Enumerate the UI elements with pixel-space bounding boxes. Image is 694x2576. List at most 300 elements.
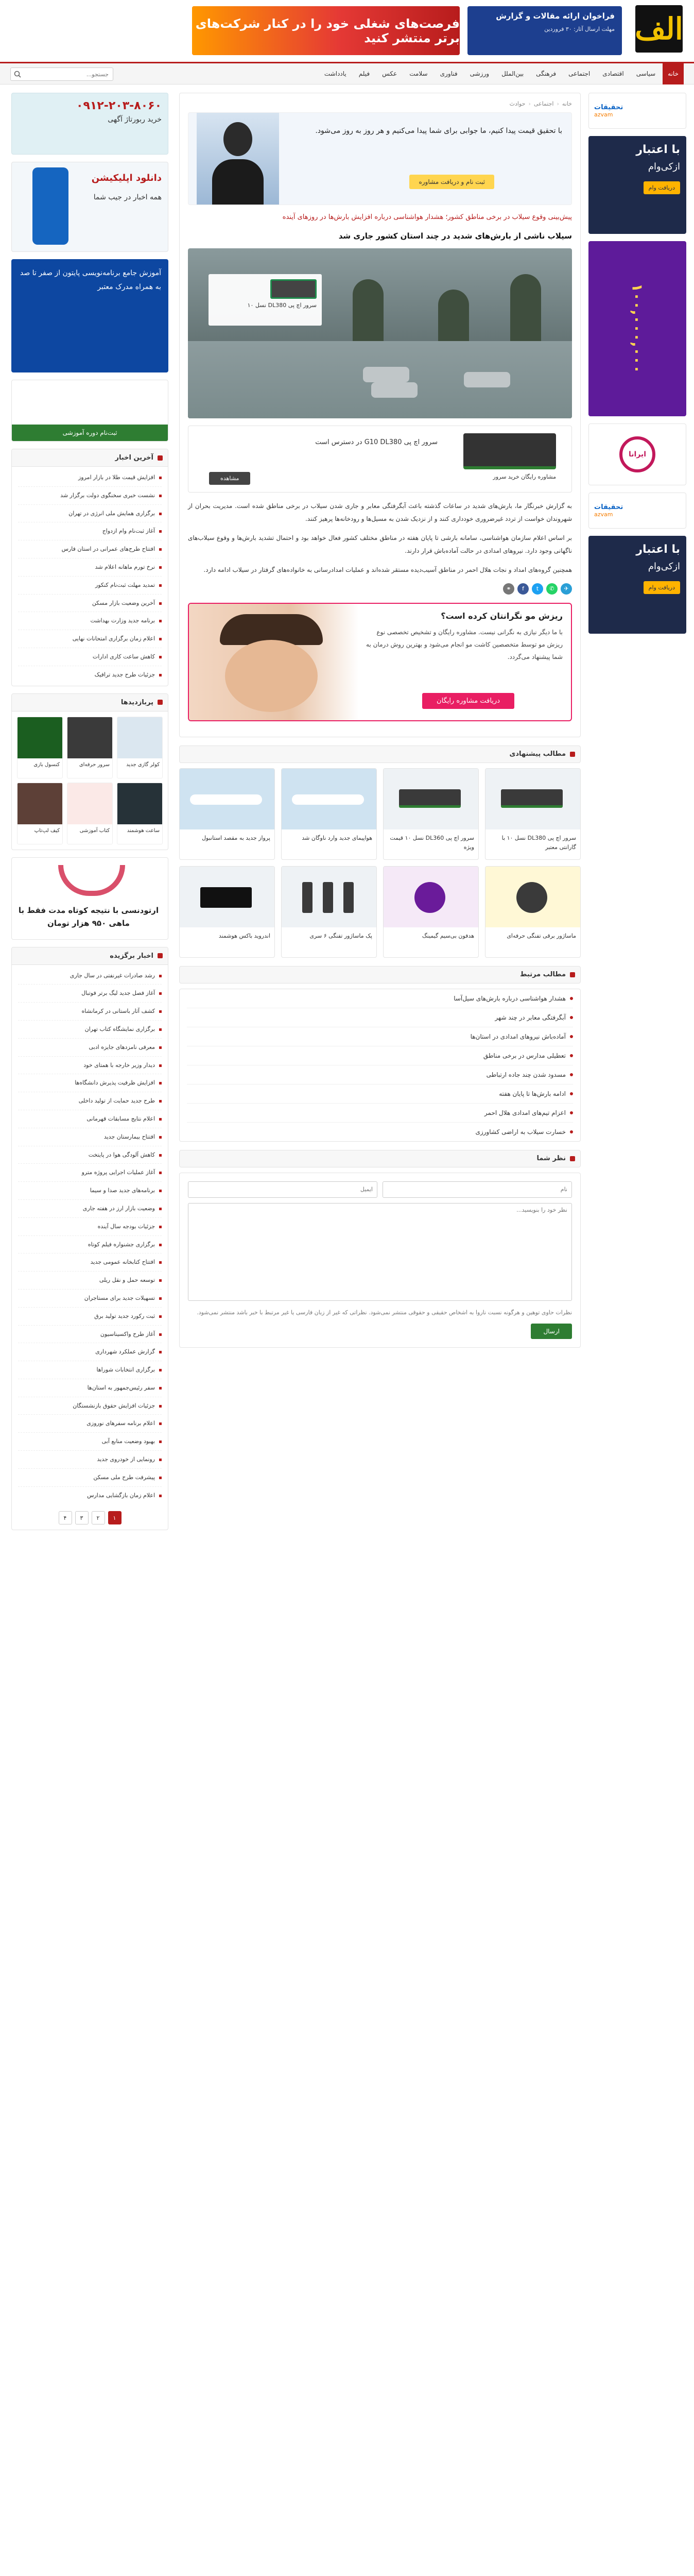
related-card[interactable] — [383, 866, 479, 958]
bullet-icon — [159, 513, 162, 515]
page-button[interactable]: ۲ — [92, 1511, 105, 1524]
site-header — [0, 0, 694, 62]
nav-item[interactable]: اقتصادی — [602, 70, 624, 77]
breadcrumb-item[interactable]: خانه — [562, 100, 572, 107]
section-marker-icon — [570, 752, 575, 757]
article-paragraph: به گزارش خبرنگار ما، بارش‌های شدید در ساعات گذشته باعث آبگرفتگی معابر و جاری شدن سیلاب در برخی مناطق شده است. مدیریت بحران از شهروندان خواست از تردد غیرضروری خودداری کنند و از نزدیک شدن به مسیل‌ها و رودخانه‌ها پرهیز کنند. — [188, 502, 572, 522]
news-item[interactable] — [18, 540, 162, 558]
chevron-left-icon: ‹ — [528, 100, 531, 107]
mini-card[interactable] — [67, 783, 113, 844]
comment-name-field[interactable] — [383, 1181, 572, 1198]
bullet-icon — [570, 1073, 573, 1076]
photo-overlay-text: سرور اچ پی DL380 نسل ۱۰ — [247, 301, 317, 309]
article-title: سیلاب ناشی از بارش‌های شدید در چند استان کشور جاری شد — [338, 231, 572, 241]
news-item[interactable] — [18, 630, 162, 648]
news-text: آغاز عملیات اجرایی پروژه مترو — [81, 1169, 155, 1176]
ad-purple-amount: ۱۰۰,۰۰۰,۰۰۰ — [629, 283, 646, 374]
photo-car — [371, 382, 418, 398]
mini-card-image — [117, 717, 162, 758]
news-text: اعلام نتایج مسابقات قهرمانی — [86, 1115, 155, 1122]
news-item[interactable] — [18, 666, 162, 684]
news-text: افتتاح بیمارستان جدید — [103, 1133, 155, 1140]
comment-submit-button[interactable]: ارسال — [531, 1324, 572, 1339]
news-item[interactable] — [18, 1290, 162, 1308]
news-item[interactable] — [18, 648, 162, 666]
ad-phone-name: خرید ربورتاژ آگهی — [108, 115, 162, 124]
inline-ad-text: با تحقیق قیمت پیدا کنیم، ما جوابی برای شما پیدا می‌کنیم و هر روز به روز می‌شود. — [315, 127, 562, 135]
server-image — [463, 433, 556, 469]
news-item[interactable] — [18, 1379, 162, 1397]
article-lead: پیش‌بینی وقوع سیلاب در برخی مناطق کشور؛ هشدار هواشناسی درباره افزایش بارش‌ها در روزهای آینده — [282, 213, 572, 221]
mini-card-caption: کتاب آموزشی — [79, 827, 110, 834]
mini-card-caption: کنسول بازی — [33, 761, 60, 768]
header-ad-blue-sub: مهلت ارسال آثار: ۳۰ فروردین — [544, 26, 615, 32]
news-item[interactable] — [18, 1343, 162, 1361]
ad-purple[interactable] — [588, 241, 686, 416]
section-marker-icon — [570, 972, 575, 977]
news-text: آخرین وضعیت بازار مسکن — [92, 599, 155, 606]
bullet-icon — [159, 674, 162, 676]
news-item[interactable] — [18, 967, 162, 985]
ad-iran-logo: ایرانا — [619, 436, 655, 472]
inline-ad-button[interactable]: ثبت نام و دریافت مشاوره — [409, 175, 494, 189]
news-item[interactable] — [18, 1218, 162, 1236]
telegram-icon[interactable]: ✈ — [561, 583, 572, 595]
news-text: کاهش آلودگی هوا در پایتخت — [88, 1151, 155, 1158]
bullet-icon — [570, 1016, 573, 1019]
server-image — [399, 789, 461, 808]
news-text: تمدید مهلت ثبت‌نام کنکور — [95, 581, 155, 588]
ad-course-blue[interactable] — [11, 259, 168, 372]
news-text: رونمایی از خودروی جدید — [97, 1456, 155, 1463]
news-item[interactable] — [18, 1451, 162, 1469]
related-text: اعزام تیم‌های امدادی هلال احمر — [484, 1109, 566, 1116]
mini-card-image — [67, 717, 112, 758]
site-logo[interactable] — [635, 5, 683, 53]
chevron-left-icon: ‹ — [557, 100, 559, 107]
ad-orthodontics[interactable] — [11, 857, 168, 940]
ad-iran[interactable] — [588, 423, 686, 485]
related-text: خسارت سیلاب به اراضی کشاورزی — [475, 1128, 566, 1136]
product-label: مشاوره رایگان خرید سرور — [493, 473, 556, 480]
whatsapp-icon[interactable]: ✆ — [546, 583, 558, 595]
ad-loan-line2: ازکی‌وام — [648, 561, 680, 572]
news-item[interactable] — [18, 1272, 162, 1290]
article-paragraph: همچنین گروه‌های امداد و نجات هلال احمر در مناطق آسیب‌دیده مستقر شده‌اند و عملیات امدادرسانی به خانواده‌های گرفتار در سیلاب ادامه دارد. — [203, 566, 572, 574]
phone-image — [32, 167, 68, 245]
bullet-icon — [159, 1369, 162, 1371]
header-ad-blue-title: فراخوان ارائه مقالات و گزارش — [496, 11, 615, 21]
mini-card[interactable] — [117, 717, 163, 778]
news-item[interactable] — [18, 1487, 162, 1504]
bullet-icon — [570, 1111, 573, 1114]
box-header — [12, 694, 168, 711]
ad-course[interactable] — [11, 380, 168, 442]
nav-item[interactable]: اجتماعی — [568, 70, 591, 77]
related-link[interactable] — [187, 1104, 573, 1123]
card-thumbnail — [180, 769, 274, 829]
photo-overlay-ad[interactable] — [209, 274, 322, 326]
news-item[interactable] — [18, 1128, 162, 1146]
page-button[interactable]: ۴ — [59, 1511, 72, 1524]
link-icon[interactable]: ⚭ — [503, 583, 514, 595]
mini-card[interactable] — [17, 783, 63, 844]
header-ad-orange[interactable] — [192, 6, 460, 55]
nav-item[interactable]: فیلم — [358, 70, 370, 77]
nav-item[interactable]: خانه — [663, 63, 684, 84]
airplane-image — [292, 794, 364, 805]
news-item[interactable] — [18, 558, 162, 577]
comment-email-field[interactable] — [188, 1181, 377, 1198]
share-bar — [188, 583, 572, 595]
promo-face — [225, 640, 318, 712]
card-caption: هدفون بی‌سیم گیمینگ — [422, 932, 474, 939]
news-text: جزئیات افزایش حقوق بازنشستگان — [73, 1402, 155, 1409]
ad-course-bar[interactable]: ثبت‌نام دوره آموزشی — [12, 425, 168, 441]
nav-item[interactable]: بین‌الملل — [501, 70, 524, 77]
nav-item[interactable]: فرهنگی — [536, 70, 557, 77]
bullet-icon — [159, 1064, 162, 1067]
massager-image — [343, 882, 354, 913]
nav-item[interactable]: سلامت — [409, 70, 428, 77]
comment-note: نظرات حاوی توهین و هرگونه نسبت ناروا به اشخاص حقیقی و حقوقی منتشر نمی‌شود. نظراتی که غیر از زبان فارسی یا غیر مرتبط با خبر باشد منتشر نمی‌شود. — [197, 1309, 572, 1316]
facebook-icon[interactable]: f — [517, 583, 529, 595]
ad-phone-number: ۰۹۱۲-۲۰۳-۸۰۶۰ — [76, 99, 162, 112]
news-item[interactable] — [18, 1326, 162, 1344]
bullet-icon — [159, 1477, 162, 1479]
promo-title: ریزش مو نگرانتان کرده است؟ — [441, 611, 563, 621]
article-paragraph: بر اساس اعلام سازمان هواشناسی، سامانه بارشی تا پایان هفته در مناطق مختلف کشور فعال خواهد بود و احتمال تشدید بارش‌ها و وقوع سیلاب‌های ناگهانی وجود دارد. نیروهای امدادی در حالت آماده‌باش قرار دارند. — [188, 534, 572, 555]
ad-loan-2[interactable] — [588, 536, 686, 634]
bullet-icon — [159, 1154, 162, 1157]
bullet-icon — [159, 1244, 162, 1246]
news-text: افتتاح طرح‌های عمرانی در استان فارس — [61, 546, 155, 553]
news-item[interactable] — [18, 1039, 162, 1057]
news-item[interactable] — [18, 1253, 162, 1272]
page-button[interactable]: ۳ — [75, 1511, 89, 1524]
mini-card[interactable] — [17, 717, 63, 778]
related-card[interactable] — [281, 768, 377, 860]
nav-items — [319, 63, 684, 84]
bullet-icon — [570, 1054, 573, 1057]
card-thumbnail — [282, 867, 376, 927]
promo-hair-ad[interactable] — [188, 603, 572, 721]
ad-orthodontics-text: ارتودنسی با نتیجه کوتاه مدت فقط با ماهی ۹۵۰ هزار تومان — [18, 905, 159, 928]
search-box — [10, 67, 113, 81]
news-list — [12, 467, 168, 686]
product-title: سرور اچ پی G10 DL380 در دسترس است — [315, 438, 438, 446]
news-item[interactable] — [18, 1146, 162, 1164]
related-text: آبگرفتگی معابر در چند شهر — [495, 1013, 566, 1021]
related-link[interactable] — [187, 1065, 573, 1084]
related-text: مسدود شدن چند جاده ارتباطی — [486, 1071, 566, 1078]
news-text: بهبود وضعیت منابع آبی — [101, 1438, 155, 1445]
mini-card-caption: ساعت هوشمند — [127, 827, 160, 834]
bullet-icon — [159, 1279, 162, 1282]
search-input[interactable] — [24, 68, 113, 80]
breadcrumb-item[interactable]: حوادث — [509, 100, 526, 107]
news-text: برگزاری نمایشگاه کتاب تهران — [84, 1025, 155, 1032]
news-text: توسعه حمل و نقل ریلی — [99, 1277, 155, 1284]
bullet-icon — [159, 1010, 162, 1013]
news-item[interactable] — [18, 577, 162, 595]
section-header — [179, 1150, 581, 1167]
server-image — [501, 789, 563, 808]
main-nav — [0, 62, 694, 84]
related-link[interactable] — [187, 1027, 573, 1046]
related-text: هشدار هواشناسی درباره بارش‌های سیل‌آسا — [454, 994, 566, 1002]
photo-car — [464, 372, 510, 387]
bullet-icon — [159, 566, 162, 569]
mini-cards — [12, 711, 168, 850]
news-text: نشست خبری سخنگوی دولت برگزار شد — [60, 492, 155, 499]
news-item[interactable] — [18, 1361, 162, 1379]
card-caption: اندروید باکس هوشمند — [218, 932, 270, 939]
related-link[interactable] — [187, 1008, 573, 1027]
product-button[interactable]: مشاهده — [209, 472, 250, 485]
bullet-icon — [159, 530, 162, 533]
news-item[interactable] — [18, 1110, 162, 1128]
news-item[interactable] — [18, 1415, 162, 1433]
news-item[interactable] — [18, 1057, 162, 1075]
inline-ad-consulting[interactable] — [188, 112, 572, 205]
massager-image — [516, 882, 547, 913]
news-text: آغاز طرح واکسیناسیون — [100, 1330, 155, 1337]
news-text: سفر رئیس‌جمهور به استان‌ها — [87, 1384, 155, 1391]
bullet-icon — [570, 1130, 573, 1133]
ad-brand-azvam-2[interactable] — [588, 493, 686, 529]
news-item[interactable] — [18, 1200, 162, 1218]
news-item[interactable] — [18, 612, 162, 630]
header-ad-blue[interactable] — [467, 6, 622, 55]
ad-loan-line2: ازکی‌وام — [648, 161, 680, 172]
news-item[interactable] — [18, 487, 162, 505]
card-caption: سرور اچ پی DL380 نسل ۱۰ با گارانتی معتبر — [501, 834, 576, 851]
bullet-icon — [159, 548, 162, 551]
article — [179, 93, 581, 737]
news-text: پیشرفت طرح ملی مسکن — [93, 1473, 155, 1481]
mini-card-caption: کولر گازی جدید — [126, 761, 160, 768]
bullet-icon — [159, 1422, 162, 1425]
ad-loan-button[interactable]: دریافت وام — [644, 581, 680, 594]
mini-card-image — [18, 783, 62, 824]
popular-box — [11, 693, 168, 850]
section-header — [179, 745, 581, 763]
bullet-icon — [159, 975, 162, 977]
mini-card-image — [18, 717, 62, 758]
section-marker-icon — [158, 455, 163, 461]
news-item[interactable] — [18, 522, 162, 540]
nav-item[interactable]: ورزشی — [470, 70, 490, 77]
related-card[interactable] — [179, 768, 275, 860]
page-button[interactable]: ۱ — [108, 1511, 122, 1524]
news-item[interactable] — [18, 1236, 162, 1254]
news-text: جزئیات طرح جدید ترافیک — [94, 671, 155, 678]
ad-brand-sub: azvam — [594, 111, 613, 118]
ad-course-text: آموزش جامع برنامه‌نویسی پایتون از صفر تا صد به همراه مدرک معتبر — [20, 269, 161, 291]
photo-car — [363, 367, 409, 382]
news-text: برنامه جدید وزارت بهداشت — [90, 617, 155, 624]
news-item[interactable] — [18, 1308, 162, 1326]
bullet-icon — [159, 1100, 162, 1103]
news-text: اعلام زمان برگزاری امتحانات نهایی — [72, 635, 155, 642]
section-title: مطالب مرتبط — [519, 971, 566, 979]
related-cards — [179, 768, 581, 958]
section-marker-icon — [158, 953, 163, 958]
bullet-icon — [159, 1315, 162, 1318]
news-item[interactable] — [18, 505, 162, 523]
bullet-icon — [159, 602, 162, 605]
news-text: گزارش عملکرد شهرداری — [95, 1348, 155, 1355]
card-caption: پک ماساژور تفنگی ۶ سری — [309, 932, 372, 939]
related-link[interactable] — [187, 989, 573, 1008]
comment-row — [188, 1181, 572, 1198]
news-item[interactable] — [18, 1021, 162, 1039]
promo-button[interactable]: دریافت مشاوره رایگان — [422, 693, 514, 709]
promo-desc: با ما دیگر نیازی به نگرانی نیست. مشاوره رایگان و تشخیص تخصصی نوع ریزش مو توسط متخصصین کاشت مو انجام می‌شود و بهترین روش درمان به شما پیشنهاد می‌گردد. — [366, 628, 563, 660]
related-text: آماده‌باش نیروهای امدادی در استان‌ها — [470, 1032, 566, 1040]
card-thumbnail — [384, 867, 478, 927]
bullet-icon — [159, 656, 162, 658]
ad-phone[interactable] — [11, 93, 168, 155]
news-text: وضعیت بازار ارز در هفته جاری — [82, 1205, 155, 1212]
news-item[interactable] — [18, 1469, 162, 1487]
bullet-icon — [159, 1046, 162, 1049]
news-item[interactable] — [18, 1164, 162, 1182]
box-title: اخبار برگزیده — [110, 952, 153, 960]
search-icon[interactable] — [11, 68, 24, 80]
card-thumbnail — [384, 769, 478, 829]
comment-text-field[interactable] — [188, 1203, 572, 1301]
bullet-icon — [159, 1459, 162, 1461]
ad-brand-name: تحقیقات — [594, 503, 623, 511]
related-card[interactable] — [179, 866, 275, 958]
mini-card-caption: کیف لپ‌تاپ — [34, 827, 60, 834]
related-card[interactable] — [281, 866, 377, 958]
bullet-icon — [159, 1405, 162, 1408]
news-item[interactable] — [18, 1092, 162, 1110]
nav-item[interactable]: یادداشت — [324, 70, 346, 77]
ad-app-title: دانلود اپلیکیشن — [91, 173, 162, 183]
related-link[interactable] — [187, 1084, 573, 1104]
main-content — [179, 93, 581, 1348]
pagination — [12, 1506, 168, 1530]
nav-item[interactable]: فناوری — [440, 70, 458, 77]
section-title: مطالب پیشنهادی — [509, 750, 566, 758]
ad-brand-sub: azvam — [594, 511, 613, 518]
ad-brand-azvam[interactable] — [588, 93, 686, 129]
news-text: جزئیات بودجه سال آینده — [97, 1223, 155, 1230]
ad-loan-line1: با اعتبار — [636, 543, 680, 556]
bullet-icon — [159, 1297, 162, 1300]
news-text: نرخ تورم ماهانه اعلام شد — [95, 563, 155, 570]
box-title: آخرین اخبار — [115, 454, 153, 462]
mini-card[interactable] — [67, 717, 113, 778]
news-text: آغاز فصل جدید لیگ برتر فوتبال — [81, 990, 155, 997]
news-item[interactable] — [18, 1074, 162, 1092]
news-item[interactable] — [18, 985, 162, 1003]
news-text: آغاز ثبت‌نام وام ازدواج — [102, 528, 155, 535]
news-text: افزایش ظرفیت پذیرش دانشگاه‌ها — [75, 1079, 155, 1087]
breadcrumb-item[interactable]: اجتماعی — [533, 100, 554, 107]
card-caption: پرواز جدید به مقصد استانبول — [202, 834, 270, 841]
mini-card-image — [67, 783, 112, 824]
news-text: برنامه‌های جدید صدا و سیما — [90, 1187, 155, 1194]
bullet-icon — [570, 997, 573, 1000]
news-text: برگزاری همایش ملی انرژی در تهران — [68, 510, 155, 517]
related-card[interactable] — [485, 768, 581, 860]
news-text: اعلام برنامه سفرهای نوروزی — [86, 1420, 155, 1427]
bullet-icon — [159, 620, 162, 622]
news-text: برگزاری جشنواره فیلم کوتاه — [88, 1241, 155, 1248]
bullet-icon — [159, 584, 162, 587]
box-header — [12, 449, 168, 467]
product-ad[interactable] — [188, 426, 572, 493]
bullet-icon — [159, 1387, 162, 1389]
card-caption: ماساژور برقی تفنگی حرفه‌ای — [507, 932, 576, 939]
breadcrumb — [188, 100, 572, 107]
ad-app[interactable] — [11, 162, 168, 252]
related-text: ادامه بارش‌ها تا پایان هفته — [499, 1090, 566, 1097]
section-marker-icon — [570, 1156, 575, 1161]
right-sidebar — [588, 93, 686, 641]
card-caption: سرور اچ پی DL360 نسل ۱۰ قیمت ویژه — [390, 834, 474, 851]
related-list — [179, 989, 581, 1142]
news-item[interactable] — [18, 1003, 162, 1021]
mini-card[interactable] — [117, 783, 163, 844]
ad-loan-line1: با اعتبار — [636, 143, 680, 156]
news-text: طرح جدید حمایت از تولید داخلی — [78, 1097, 155, 1105]
related-card[interactable] — [485, 866, 581, 958]
ad-person-body — [212, 159, 264, 205]
news-text: رشد صادرات غیرنفتی در سال جاری — [70, 972, 155, 979]
ad-brand-name: تحقیقات — [594, 104, 623, 111]
news-item[interactable] — [18, 595, 162, 613]
news-item[interactable] — [18, 1433, 162, 1451]
news-text: معرفی نامزدهای جایزه ادبی — [89, 1043, 155, 1050]
news-item[interactable] — [18, 1182, 162, 1200]
news-text: افتتاح کتابخانه عمومی جدید — [90, 1259, 155, 1266]
bullet-icon — [159, 1440, 162, 1443]
bullet-icon — [159, 1028, 162, 1031]
related-card[interactable] — [383, 768, 479, 860]
news-item[interactable] — [18, 469, 162, 487]
ad-loan[interactable] — [588, 136, 686, 234]
ad-loan-button[interactable]: دریافت وام — [644, 181, 680, 194]
promo-image — [189, 604, 359, 721]
related-link[interactable] — [187, 1046, 573, 1065]
nav-item[interactable]: سیاسی — [636, 70, 656, 77]
bullet-icon — [159, 1172, 162, 1174]
card-thumbnail — [485, 867, 580, 927]
ad-person-image — [197, 113, 279, 205]
bullet-icon — [159, 992, 162, 995]
server-image — [270, 279, 317, 299]
news-item[interactable] — [18, 1397, 162, 1415]
bullet-icon — [159, 1136, 162, 1139]
airplane-image — [190, 794, 262, 805]
bullet-icon — [159, 1226, 162, 1228]
bullet-icon — [159, 1190, 162, 1192]
left-sidebar — [11, 93, 168, 1537]
bullet-icon — [159, 1351, 162, 1353]
related-link[interactable] — [187, 1123, 573, 1141]
smile-image — [58, 865, 125, 896]
twitter-icon[interactable]: t — [532, 583, 543, 595]
related-text: تعطیلی مدارس در برخی مناطق — [483, 1052, 566, 1059]
section-marker-icon — [158, 700, 163, 705]
nav-item[interactable]: عکس — [382, 70, 397, 77]
